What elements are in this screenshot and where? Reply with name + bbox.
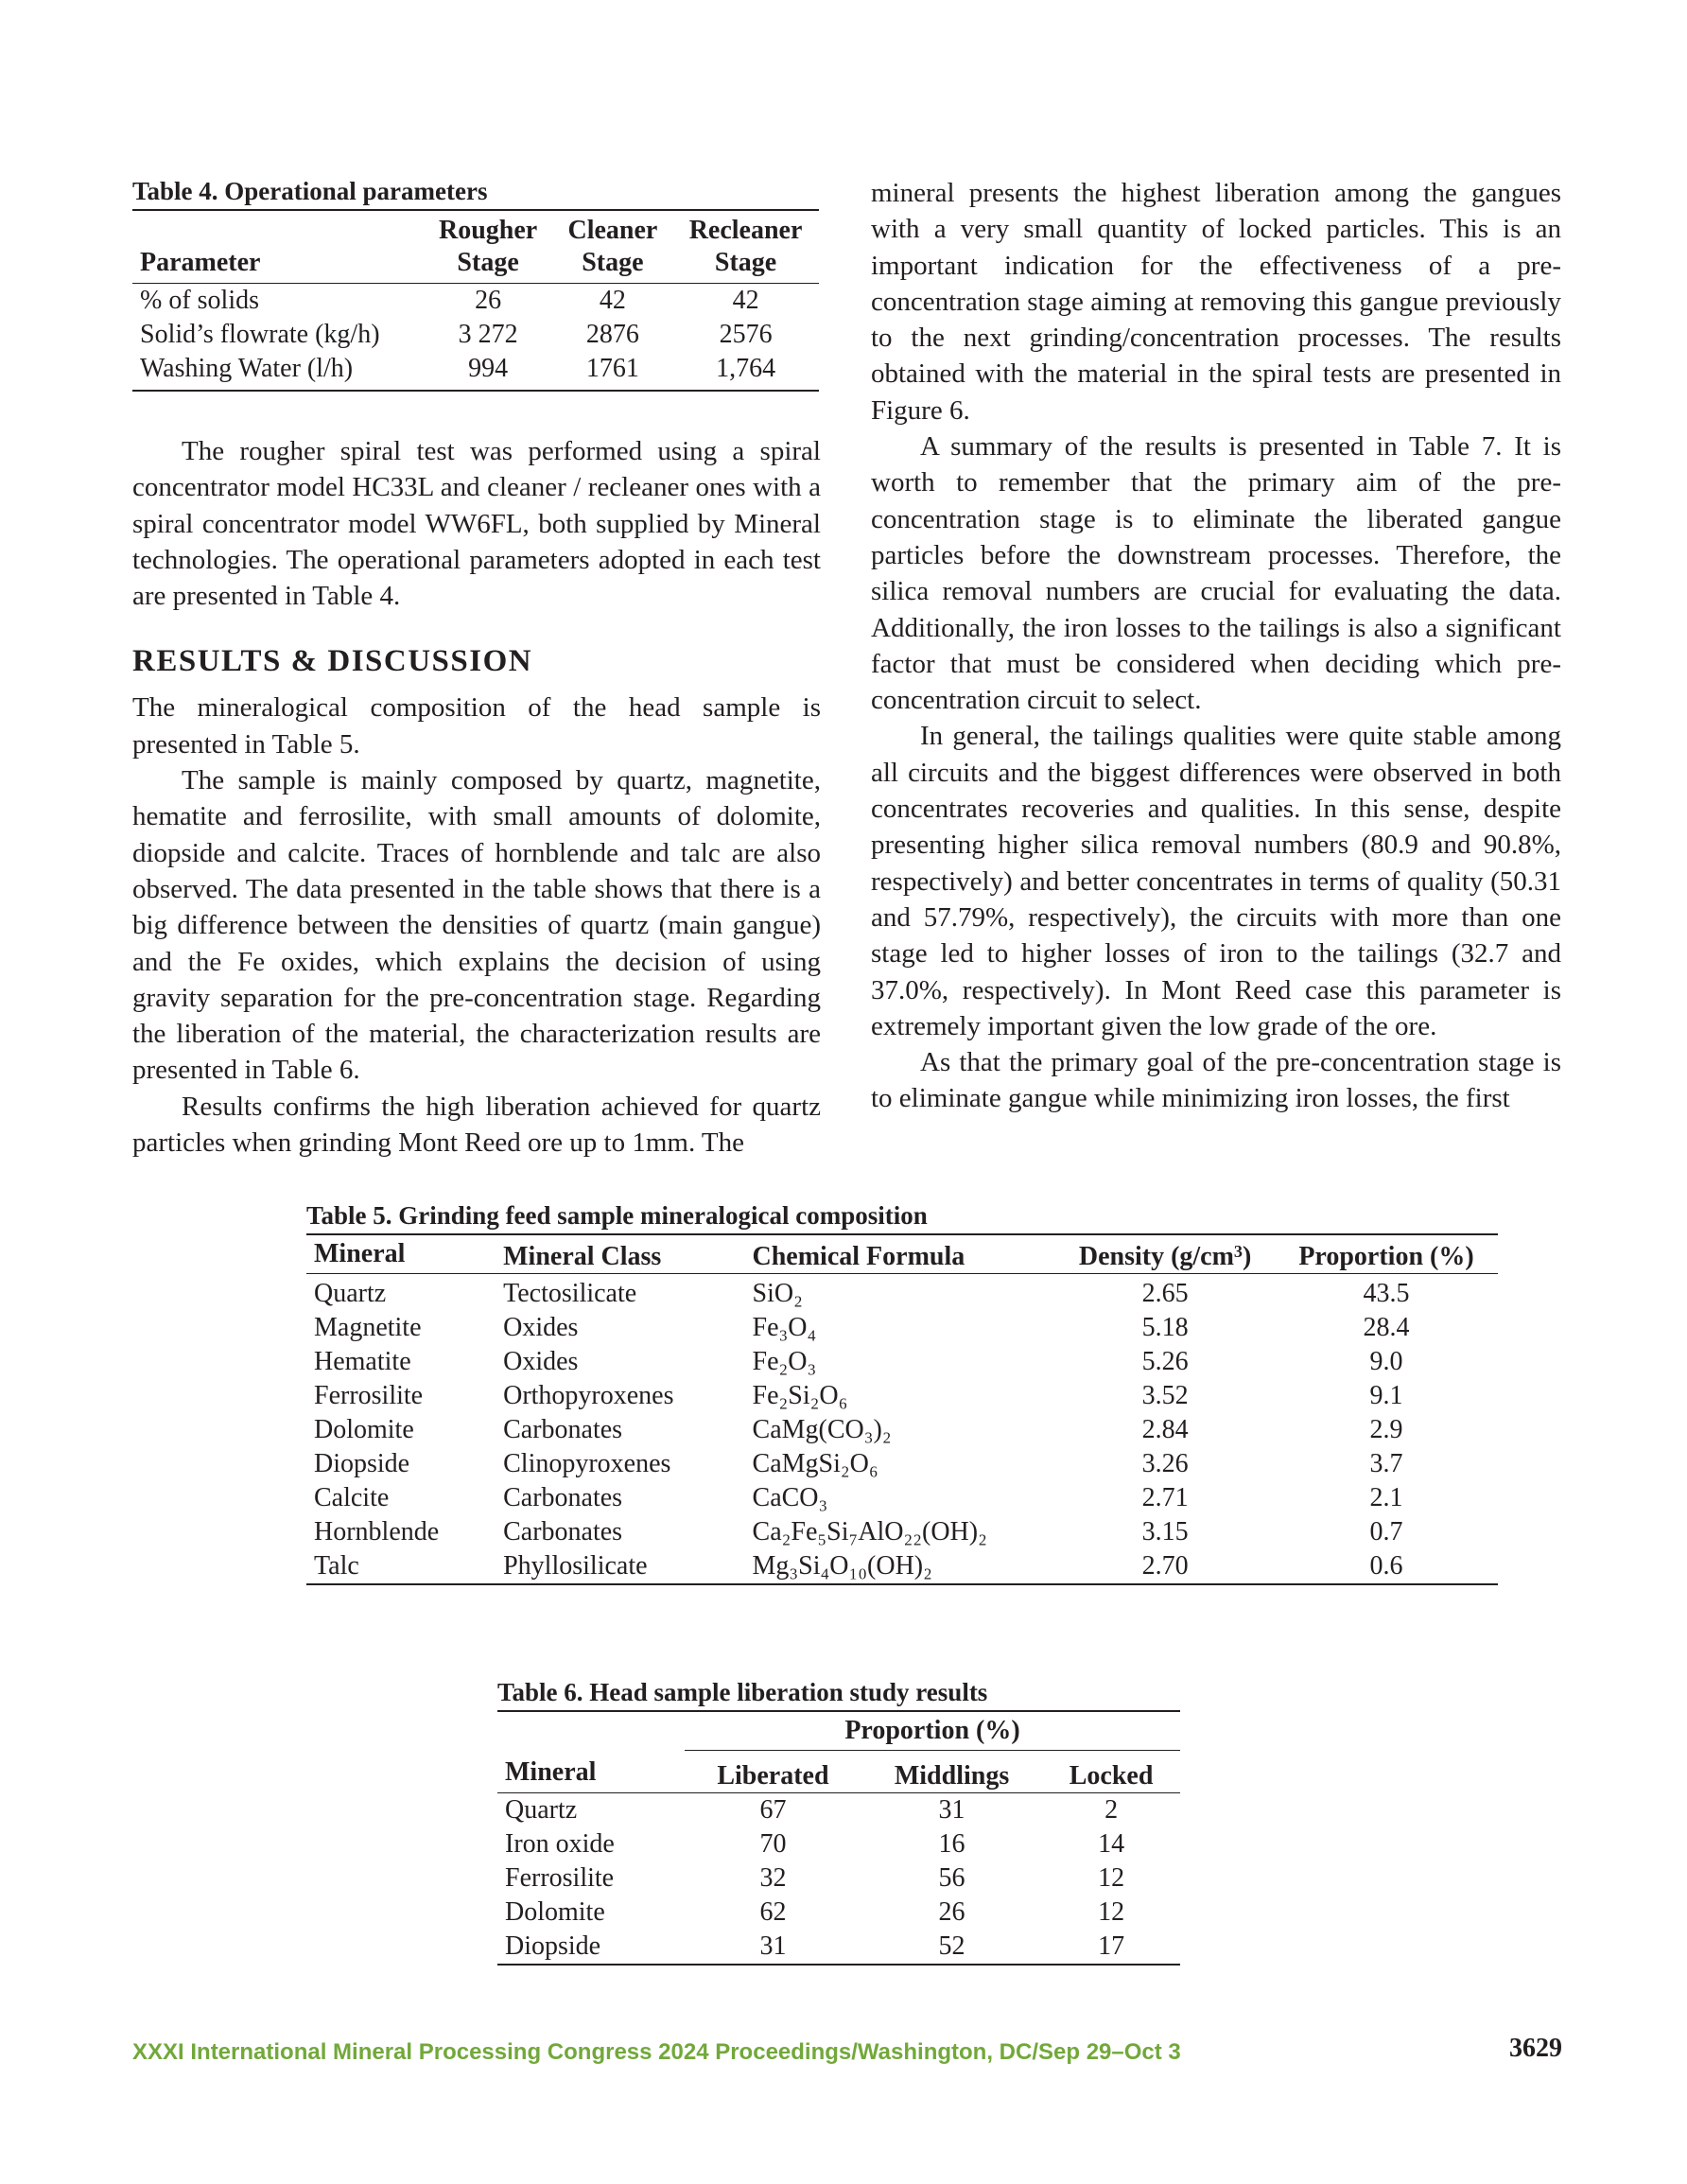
table5-cell: Calcite bbox=[314, 1483, 390, 1512]
table6-cell: Quartz bbox=[505, 1794, 578, 1825]
table6-cell: 56 bbox=[938, 1862, 965, 1893]
table5-cell: 2.1 bbox=[1369, 1483, 1403, 1512]
table4-header-cell: Rougher bbox=[424, 210, 553, 247]
table-row bbox=[306, 1481, 1498, 1515]
table5-cell: 9.1 bbox=[1369, 1381, 1403, 1410]
table5-cell: 2.9 bbox=[1369, 1415, 1403, 1444]
table5-cell: Diopside bbox=[314, 1449, 410, 1478]
table5-cell: Carbonates bbox=[503, 1415, 623, 1444]
table6-cell: 32 bbox=[759, 1862, 787, 1893]
table5-cell: Fe₂Si₂O₆ bbox=[752, 1381, 848, 1410]
table5-cell: 0.7 bbox=[1369, 1517, 1403, 1546]
table6-cell: Diopside bbox=[497, 1930, 685, 1965]
table6-cell: 26 bbox=[938, 1896, 965, 1927]
left-column bbox=[132, 175, 821, 1161]
table6-cell: 17 bbox=[1042, 1930, 1180, 1965]
table6 bbox=[497, 1710, 1180, 1966]
table5-cell: 3.15 bbox=[1141, 1517, 1189, 1546]
table6-cell: 16 bbox=[938, 1828, 965, 1859]
table-row bbox=[132, 284, 819, 319]
table5-cell: Talc bbox=[306, 1549, 496, 1584]
table6-group-header: Proportion (%) bbox=[685, 1711, 1180, 1751]
table-row bbox=[497, 1896, 1180, 1930]
table4-header-cell: Stage bbox=[553, 247, 672, 284]
table-row bbox=[306, 1345, 1498, 1379]
table-row bbox=[306, 1447, 1498, 1481]
table5-cell: CaCO₃ bbox=[752, 1483, 828, 1512]
table5-cell: 3.52 bbox=[1141, 1381, 1189, 1410]
paragraph: Results confirms the high liberation achieved for quartz particles when grinding Mont Reed ore up to 1mm. The bbox=[132, 1091, 821, 1159]
table4-header-cell bbox=[132, 210, 424, 247]
table6-block bbox=[497, 1676, 1180, 1966]
table-row bbox=[306, 1311, 1498, 1345]
table4-cell: 994 bbox=[424, 352, 553, 391]
table5-cell: 2.71 bbox=[1141, 1483, 1189, 1512]
table6-cell: 62 bbox=[759, 1896, 787, 1927]
table5-cell: 2.84 bbox=[1141, 1415, 1189, 1444]
table5-cell: Ca₂Fe₅Si₇AlO₂₂(OH)₂ bbox=[752, 1517, 987, 1546]
table5-cell: 0.6 bbox=[1275, 1549, 1498, 1584]
table5-cell: 5.26 bbox=[1141, 1347, 1189, 1376]
table5-cell: Orthopyroxenes bbox=[503, 1381, 674, 1410]
table6-cell: Dolomite bbox=[505, 1896, 605, 1927]
table6-cell: Ferrosilite bbox=[505, 1862, 615, 1893]
table6-header-cell: Liberated bbox=[685, 1751, 861, 1793]
table6-header-cell: Middlings bbox=[861, 1751, 1042, 1793]
table5-header-cell: Proportion (%) bbox=[1275, 1234, 1498, 1274]
table5-cell: Dolomite bbox=[314, 1415, 414, 1444]
table4-cell: 26 bbox=[475, 286, 502, 315]
table4-caption: Table 4. Operational parameters bbox=[132, 177, 488, 205]
page-number: 3629 bbox=[1509, 2034, 1562, 2063]
table5-cell: Quartz bbox=[314, 1279, 387, 1308]
table5-cell: Hornblende bbox=[314, 1517, 440, 1546]
table5-block bbox=[306, 1199, 1498, 1585]
table6-cell: 2 bbox=[1104, 1794, 1119, 1825]
table6-caption: Table 6. Head sample liberation study results bbox=[497, 1678, 988, 1706]
table-row bbox=[132, 318, 819, 352]
table4-cell: Washing Water (l/h) bbox=[132, 352, 424, 391]
table5-cell: CaMgSi₂O₆ bbox=[752, 1449, 878, 1478]
table6-cell: 12 bbox=[1098, 1896, 1125, 1927]
table6-header-cell: Locked bbox=[1042, 1751, 1180, 1793]
table5-cell: Fe₃O₄ bbox=[752, 1313, 817, 1342]
table5-header-cell: Mineral bbox=[306, 1234, 496, 1274]
table5-cell: Magnetite bbox=[314, 1313, 422, 1342]
table-row bbox=[306, 1274, 1498, 1312]
paragraph: mineral presents the highest liberation among the gangues with a very small quantity of locked particles. This is an important indication for the effectiveness of a pre-concentration stage aiming at removing this gangue previously to the next grinding/concentration processes. The results obtained with the material in the spiral tests are presented in Figure 6. bbox=[871, 178, 1561, 426]
table-row bbox=[497, 1827, 1180, 1861]
table6-cell: 67 bbox=[759, 1794, 787, 1825]
table5 bbox=[306, 1233, 1498, 1585]
table6-cell: 52 bbox=[861, 1930, 1042, 1965]
table5-cell: Oxides bbox=[503, 1313, 579, 1342]
table-row bbox=[306, 1379, 1498, 1413]
table-row bbox=[306, 1549, 1498, 1584]
table4-header-cell: Cleaner bbox=[553, 210, 672, 247]
table4-header-cell: Stage bbox=[424, 247, 553, 284]
table-row bbox=[497, 1930, 1180, 1965]
table4-cell: 42 bbox=[732, 286, 759, 315]
table5-cell: Phyllosilicate bbox=[496, 1549, 744, 1584]
table6-cell: Iron oxide bbox=[505, 1828, 615, 1859]
table5-cell: 2.65 bbox=[1141, 1279, 1189, 1308]
proceedings-footer: XXXI International Mineral Processing Congress 2024 Proceedings/Washington, DC/Sep 29–Oct 3 bbox=[132, 2039, 1181, 2065]
table4-cell: 1761 bbox=[553, 352, 672, 391]
table4 bbox=[132, 209, 819, 392]
table6-cell: 12 bbox=[1098, 1862, 1125, 1893]
paragraph: The rougher spiral test was performed using a spiral concentrator model HC33L and cleaner / recleaner ones with a spiral concentrator model WW6FL, both supplied by Mineral technologies. The operational parameters adopted in each test are presented in Table 4. bbox=[132, 436, 821, 612]
table5-header-cell: Chemical Formula bbox=[745, 1234, 1056, 1274]
table5-header-cell: Density $(g/cm^3)$ bbox=[1055, 1234, 1275, 1274]
table5-caption: Table 5. Grinding feed sample mineralogical composition bbox=[306, 1201, 928, 1230]
table5-cell: Tectosilicate bbox=[503, 1279, 637, 1308]
table5-cell: SiO₂ bbox=[752, 1279, 803, 1308]
table6-cell: 31 bbox=[938, 1794, 965, 1825]
table-row bbox=[497, 1861, 1180, 1896]
table4-header-cell: Recleaner bbox=[672, 210, 819, 247]
paragraph: The mineralogical composition of the head sample is presented in Table 5. bbox=[132, 692, 821, 760]
table-row bbox=[132, 352, 819, 391]
table4-cell: % of solids bbox=[140, 286, 259, 315]
table4-cell: 3 272 bbox=[458, 320, 518, 349]
section-heading: RESULTS & DISCUSSION bbox=[132, 644, 533, 679]
right-column bbox=[871, 175, 1561, 1117]
table6-header-cell: Mineral bbox=[497, 1751, 685, 1793]
table5-cell: 3.7 bbox=[1369, 1449, 1403, 1478]
table4-header-cell: Parameter bbox=[132, 247, 424, 284]
table4-cell: Solid’s flowrate (kg/h) bbox=[140, 320, 380, 349]
table5-cell: 3.26 bbox=[1141, 1449, 1189, 1478]
table-row bbox=[306, 1515, 1498, 1549]
table5-cell: 2.70 bbox=[1055, 1549, 1275, 1584]
table5-header-cell: Mineral Class bbox=[496, 1234, 744, 1274]
table5-cell: 5.18 bbox=[1141, 1313, 1189, 1342]
table5-cell: Hematite bbox=[314, 1347, 411, 1376]
table5-cell: Clinopyroxenes bbox=[503, 1449, 671, 1478]
table5-cell: Mg₃Si₄O₁₀(OH)₂ bbox=[745, 1549, 1056, 1584]
table5-cell: Ferrosilite bbox=[314, 1381, 424, 1410]
table5-cell: Fe₂O₃ bbox=[752, 1347, 817, 1376]
table5-cell: CaMg(CO₃)₂ bbox=[752, 1415, 892, 1444]
table6-cell: 14 bbox=[1098, 1828, 1125, 1859]
table4-cell: 2576 bbox=[719, 320, 773, 349]
table-row bbox=[497, 1792, 1180, 1827]
table4-cell: 2876 bbox=[585, 320, 639, 349]
table6-blank-cell bbox=[497, 1711, 685, 1751]
table5-cell: 28.4 bbox=[1363, 1313, 1410, 1342]
paragraph: A summary of the results is presented in Table 7. It is worth to remember that the primary aim of the pre-concentration stage is to eliminate the liberated gangue particles before the downstream processes. Therefore, the silica removal numbers are crucial for evaluating the data. Additionally, the iron losses to the tailings is also a significant factor that must be considered when deciding which pre-concentration circuit to select. bbox=[871, 431, 1561, 716]
table5-cell: 9.0 bbox=[1369, 1347, 1403, 1376]
table4-cell: 42 bbox=[599, 286, 626, 315]
table5-cell: 43.5 bbox=[1363, 1279, 1410, 1308]
paragraph: The sample is mainly composed by quartz, magnetite, hematite and ferrosilite, with small amounts of dolomite, diopside and calcite. Traces of hornblende and talc are also observed. The data presented in the table shows that there is a big difference between the densities of quartz (main gangue) and the Fe oxides, which explains the decision of using gravity separation for the pre-concentration stage. Regarding the liberation of the material, the characterization results are presented in Table 6. bbox=[132, 765, 821, 1086]
table5-cell: Carbonates bbox=[503, 1517, 623, 1546]
table4-header-cell: Stage bbox=[672, 247, 819, 284]
table5-cell: Carbonates bbox=[503, 1483, 623, 1512]
table5-cell: Oxides bbox=[503, 1347, 579, 1376]
paragraph: As that the primary goal of the pre-concentration stage is to eliminate gangue while minimizing iron losses, the first bbox=[871, 1047, 1561, 1114]
table-row bbox=[306, 1413, 1498, 1447]
paragraph: In general, the tailings qualities were quite stable among all circuits and the biggest differences were observed in both concentrates recoveries and qualities. In this sense, despite presenting higher silica removal numbers (80.9 and 90.8%, respectively) and better concentrates in terms of quality (50.31 and 57.79%, respectively), the circuits with more than one stage led to higher losses of iron to the tailings (32.7 and 37.0%, respectively). In Mont Reed case this parameter is extremely important given the low grade of the ore. bbox=[871, 721, 1561, 1041]
table6-cell: 31 bbox=[685, 1930, 861, 1965]
table6-cell: 70 bbox=[759, 1828, 787, 1859]
table4-cell: 1,764 bbox=[672, 352, 819, 391]
